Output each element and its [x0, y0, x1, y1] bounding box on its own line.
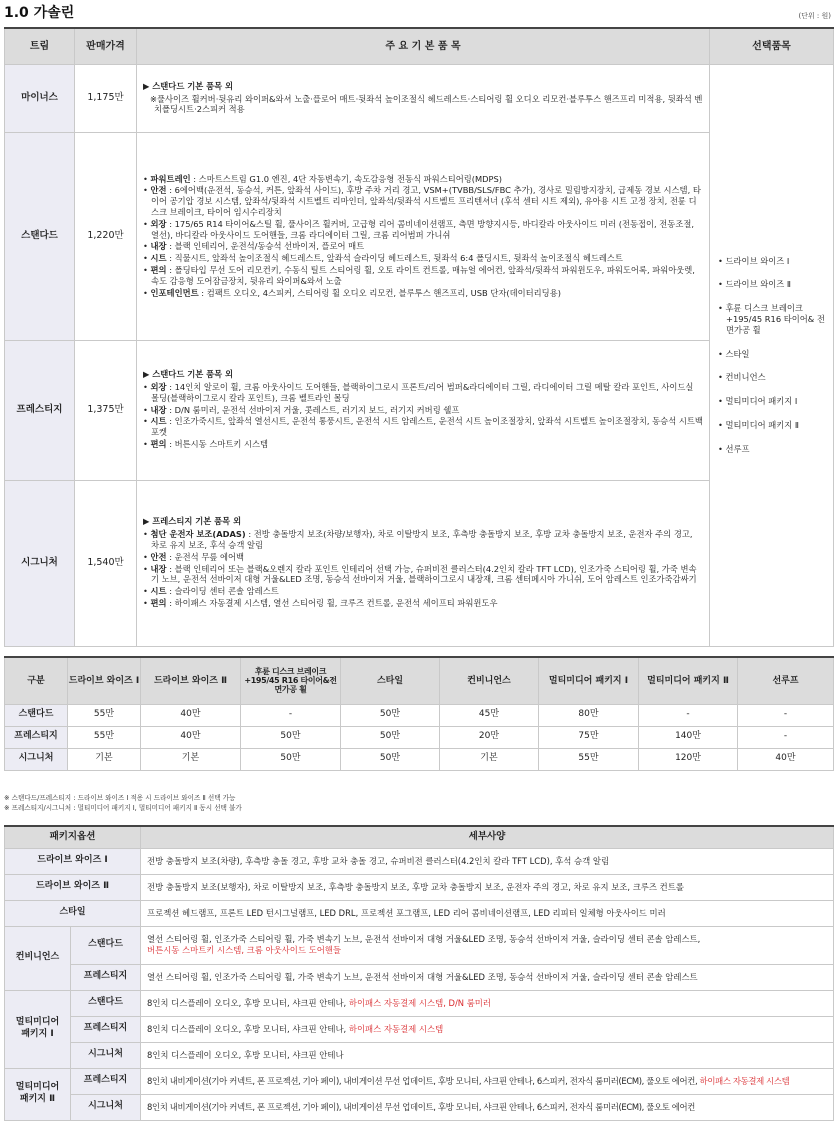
- package-name: 멀티미디어 패키지 Ⅱ: [5, 1068, 71, 1120]
- price-cell: 80만: [539, 704, 639, 726]
- price-cell: 50만: [341, 748, 440, 770]
- feature-item: • 외장 : 14인치 알로이 휠, 크롬 아웃사이드 도어핸들, 블랙하이그로시 프론트/리어 범퍼&라디에이터 그릴, 라디에이터 그릴 메탈 칼라 포인트, 사이드실 몰딩(블랙하이그로시 칼라 포인트), 크롬 벨트라인 몰딩: [143, 382, 694, 403]
- package-name: 컨비니언스: [5, 926, 71, 990]
- features-head: ▶ 스탠다드 기본 품목 외: [143, 369, 234, 380]
- feature-item: • 외장 : 175/65 R14 타이어&스틸 휠, 풀사이즈 휠커버, 고급형 리어 콤비네이션램프, 측면 방향지시등, 바디칼라 아웃사이드 미러 (전동접이, 전동조절, 열선), 바디칼라 아웃사이드 도어핸들, 크롬 라디에이터 그릴, 크롬 리어범퍼 가니쉬: [143, 218, 694, 240]
- price-cell: 50만: [341, 704, 440, 726]
- price-cell: 기본: [141, 748, 241, 770]
- table-row: [5, 132, 834, 340]
- package-spec: 8인치 디스플레이 오디오, 후방 모니터, 샤크핀 안테나, 하이패스 자동결제 시스템, D/N 룸미러: [141, 990, 834, 1016]
- footnotes: [4, 794, 242, 813]
- price-cell: 55만: [539, 748, 639, 770]
- feature-item: • 편의 : 폴딩타입 무선 도어 리모컨키, 수동식 틸트 스티어링 휠, 오토 라이트 컨트롤, 매뉴얼 에어컨, 앞좌석/뒷좌석 파워윈도우, 파워도어록, 파워아웃렛, 속도 감응형 도어잠금장치, 뒷유리 와이퍼&와셔 노출: [143, 264, 695, 286]
- price-cell: 120만: [639, 748, 738, 770]
- feature-item: • 첨단 운전자 보조(ADAS) : 전방 충돌방지 보조(차량/보행자), 차로 이탈방지 보조, 후측방 충돌방지 보조, 후방 교차 충돌방지 보조, 운전자 주의 경고, 차로 유지 보조, 후석 승객 알림: [143, 529, 693, 550]
- trim-name: 시그니처: [5, 480, 75, 646]
- page-title: 1.0 가솔린: [4, 5, 75, 21]
- price-cell: 55만: [68, 726, 141, 748]
- feature-item: • 시트 : 인조가죽시트, 앞좌석 열선시트, 운전석 통풍시트, 운전석 시트 암레스트, 운전석 시트 높이조절장치, 앞좌석 시트벨트 높이조절장치, 동승석 시트백 포켓: [143, 416, 703, 438]
- price-cell: 기본: [440, 748, 539, 770]
- price-cell: 20만: [440, 726, 539, 748]
- table-row: [5, 874, 834, 900]
- table-row: [5, 900, 834, 926]
- table-row: [5, 704, 834, 726]
- trim-features: [137, 132, 710, 340]
- table-row: [5, 1016, 834, 1042]
- feature-item: • 안전 : 6에어백(운전석, 동승석, 커튼, 앞좌석 사이드), 후방 주차 거리 경고, VSM+(TVBB/SLS/FBC 추가), 경사로 밀림방지장치, 급제동 경보 시스템, 타이어 공기압 경보 시스템, 앞좌석/뒷좌석 시트벨트 리마인더, 앞좌석/뒷좌석 시트벨트 프리텐셔너 (후석 센터 시트 제외), 유아용 시트 고정 장치, 전륜 디스크 브레이크, 타이어 임시수리장치: [143, 185, 701, 218]
- trim-features: [137, 64, 710, 132]
- package-trim: 시그니처: [71, 1042, 141, 1068]
- price-header-cell: 멀티미디어 패키지 Ⅱ: [639, 657, 738, 704]
- package-name: 드라이브 와이즈 Ⅰ: [5, 848, 141, 874]
- price-header-cell: 선루프: [738, 657, 834, 704]
- table-row: [5, 340, 834, 480]
- header-trim: 트림: [5, 28, 75, 64]
- table-row: [5, 726, 834, 748]
- feature-item: • 내장 : 블랙 인테리어, 운전석/동승석 선바이저, 플로어 매트: [143, 241, 365, 252]
- price-cell: 40만: [141, 726, 241, 748]
- package-trim: 시그니처: [71, 1094, 141, 1120]
- package-name: 스타일: [5, 900, 141, 926]
- option-price-table: [4, 656, 834, 771]
- package-name: 드라이브 와이즈 Ⅱ: [5, 874, 141, 900]
- header-options: 선택품목: [710, 28, 834, 64]
- table-row: [5, 1042, 834, 1068]
- package-spec: 전방 충돌방지 보조(차량), 후측방 충돌 경고, 후방 교차 충돌 경고, 슈퍼비전 클러스터(4.2인치 칼라 TFT LCD), 후석 승객 알림: [141, 848, 834, 874]
- trim-name: 마이너스: [5, 64, 75, 132]
- feature-item: • 인포테인먼트 : 컴팩트 오디오, 4스피커, 스티어링 휠 오디오 리모컨, 블루투스 핸즈프리, USB 단자(데이터리딩용): [143, 287, 561, 298]
- feature-item: • 파워트레인 : 스마트스트림 G1.0 엔진, 4단 자동변속기, 속도감응형 전동식 파워스티어링(MDPS): [143, 173, 503, 184]
- price-cell: 40만: [141, 704, 241, 726]
- package-spec: 8인치 내비게이션(기아 커넥트, 폰 프로젝션, 기아 페이), 내비게이션 무선 업데이트, 후방 모니터, 샤크핀 안테나, 6스피커, 전자식 룸미러(ECM), 풀오토 에어컨, 하이패스 자동결제 시스템: [141, 1068, 834, 1094]
- header-spec: 세부사양: [141, 826, 834, 848]
- trim-features: [137, 340, 710, 480]
- trim-table-header: [5, 28, 834, 64]
- option-item: • 컨비니언스: [718, 372, 766, 383]
- package-trim: 스탠다드: [71, 990, 141, 1016]
- table-row: [5, 1094, 834, 1120]
- table-row: [5, 748, 834, 770]
- option-list: [710, 64, 834, 646]
- price-row-header: 시그니처: [5, 748, 68, 770]
- features-note: ※풀사이즈 휠커버·뒷유리 와이퍼&와셔 노출·플로어 매트·뒷좌석 높이조절식 헤드레스트·스티어링 휠 오디오 리모컨·블루투스 핸즈프리 미적용, 뒷좌석 벤치폴딩시트·2스피커 적용: [150, 93, 703, 115]
- trim-name: 스탠다드: [5, 132, 75, 340]
- feature-item: • 내장 : D/N 룸미러, 운전석 선바이저 거울, 콧레스트, 러기지 보드, 러기지 커버링 쉘프: [143, 404, 460, 415]
- package-spec: 프로젝션 헤드램프, 프론트 LED 턴시그널램프, LED DRL, 프로젝션 포그램프, LED 리어 콤비네이션램프, LED 리피터 일체형 아웃사이드 미러: [141, 900, 834, 926]
- price-cell: 50만: [341, 726, 440, 748]
- package-spec: 전방 충돌방지 보조(보행자), 차로 이탈방지 보조, 후측방 충돌방지 보조, 후방 교차 충돌방지 보조, 운전자 주의 경고, 차로 유지 보조, 크루즈 컨트롤: [141, 874, 834, 900]
- price-cell: 75만: [539, 726, 639, 748]
- package-trim: 프레스티지: [71, 1016, 141, 1042]
- trim-features: [137, 480, 710, 646]
- package-trim: 프레스티지: [71, 964, 141, 990]
- price-cell: 50만: [241, 726, 341, 748]
- price-cell: 40만: [738, 748, 834, 770]
- unit-label: (단위 : 원): [798, 12, 831, 20]
- price-cell: -: [639, 704, 738, 726]
- package-spec: 8인치 디스플레이 오디오, 후방 모니터, 샤크핀 안테나, 하이패스 자동결제 시스템: [141, 1016, 834, 1042]
- price-cell: 140만: [639, 726, 738, 748]
- footnote: ※ 스탠다드/프레스티지 : 드라이브 와이즈 Ⅰ 적용 시 드라이브 와이즈 Ⅱ 선택 가능: [4, 794, 236, 802]
- price-cell: 45만: [440, 704, 539, 726]
- package-name: 멀티미디어 패키지 Ⅰ: [5, 990, 71, 1068]
- header-package: 패키지옵션: [5, 826, 141, 848]
- price-cell: 기본: [68, 748, 141, 770]
- price-cell: -: [738, 704, 834, 726]
- option-item: • 드라이브 와이즈 Ⅱ: [718, 279, 791, 290]
- trim-name: 프레스티지: [5, 340, 75, 480]
- table-row: [5, 480, 834, 646]
- package-spec: 열선 스티어링 휠, 인조가죽 스티어링 휠, 가죽 변속기 노브, 운전석 선바이저 대형 거울&LED 조명, 동승석 선바이저 거울, 슬라이딩 센터 콘솔 암레스트, 버튼시동 스마트키 시스템, 크롬 아웃사이드 도어핸들: [141, 926, 834, 964]
- option-item: • 선루프: [718, 443, 750, 454]
- package-trim: 프레스티지: [71, 1068, 141, 1094]
- price-cell: 55만: [68, 704, 141, 726]
- trim-table: [4, 27, 834, 647]
- table-row: [5, 1068, 834, 1094]
- table-row: [5, 964, 834, 990]
- option-item: • 드라이브 와이즈 Ⅰ: [718, 255, 790, 266]
- table-row: [5, 64, 834, 132]
- package-table-header: [5, 826, 834, 848]
- option-item: • 멀티미디어 패키지 Ⅱ: [718, 419, 800, 430]
- package-table: [4, 825, 834, 1121]
- price-header-cell: 멀티미디어 패키지 Ⅰ: [539, 657, 639, 704]
- package-spec: 8인치 디스플레이 오디오, 후방 모니터, 샤크핀 안테나: [141, 1042, 834, 1068]
- features-head: ▶ 스탠다드 기본 품목 외: [143, 80, 234, 91]
- price-header-cell: 드라이브 와이즈 Ⅱ: [141, 657, 241, 704]
- price-cell: -: [738, 726, 834, 748]
- table-row: [5, 926, 834, 964]
- footnote: ※ 프레스티지/시그니처 : 멀티미디어 패키지 Ⅰ, 멀티미디어 패키지 Ⅱ 동시 선택 불가: [4, 803, 242, 812]
- price-header-cell: 스타일: [341, 657, 440, 704]
- table-row: [5, 848, 834, 874]
- trim-price: 1,540만: [75, 480, 137, 646]
- price-header-cell: 컨비니언스: [440, 657, 539, 704]
- trim-price: 1,375만: [75, 340, 137, 480]
- price-row-header: 프레스티지: [5, 726, 68, 748]
- package-trim: 스탠다드: [71, 926, 141, 964]
- trim-price: 1,220만: [75, 132, 137, 340]
- feature-item: • 내장 : 블랙 인테리어 또는 블랙&오렌지 칼라 포인트 인테리어 선택 가능, 슈퍼비전 클러스터(4.2인치 칼라 TFT LCD), 인조가죽 스티어링 휠, 가죽 변속기 노브, 운전석 선바이저 대형 거울&LED 조명, 동승석 선바이저 거울, 블랙하이그로시 내장재, 크롬 센터페시아 가니쉬, 도어 암레스트 인조가죽감싸기: [143, 563, 697, 585]
- feature-item: • 안전 : 운전석 무릎 에어백: [143, 551, 245, 562]
- option-item: • 멀티미디어 패키지 Ⅰ: [718, 396, 798, 407]
- price-row-header: 스탠다드: [5, 704, 68, 726]
- feature-item: • 편의 : 하이패스 자동결제 시스템, 열선 스티어링 휠, 크루즈 컨트롤, 운전석 세이프티 파워윈도우: [143, 597, 498, 608]
- header-price: 판매가격: [75, 28, 137, 64]
- table-row: [5, 990, 834, 1016]
- feature-item: • 시트 : 슬라이딩 센터 콘솔 암레스트: [143, 586, 279, 597]
- feature-item: • 시트 : 직물시트, 앞좌석 높이조절식 헤드레스트, 앞좌석 슬라이딩 헤드레스트, 뒷좌석 6:4 폴딩시트, 뒷좌석 높이조절식 헤드레스트: [143, 253, 623, 264]
- package-spec: 열선 스티어링 휠, 인조가죽 스티어링 휠, 가죽 변속기 노브, 운전석 선바이저 대형 거울&LED 조명, 동승석 선바이저 거울, 슬라이딩 센터 콘솔 암레스트: [141, 964, 834, 990]
- price-cell: 50만: [241, 748, 341, 770]
- price-cell: -: [241, 704, 341, 726]
- price-header-cell: 후륜 디스크 브레이크+195/45 R16 타이어&전면가공 휠: [241, 657, 341, 704]
- price-table-header: [5, 657, 834, 704]
- price-header-cell: 구분: [5, 657, 68, 704]
- package-spec: 8인치 내비게이션(기아 커넥트, 폰 프로젝션, 기아 페이), 내비게이션 무선 업데이트, 후방 모니터, 샤크핀 안테나, 6스피커, 전자식 룸미러(ECM), 풀오토 에어컨: [141, 1094, 834, 1120]
- header-features: 주 요 기 본 품 목: [137, 28, 710, 64]
- option-item: • 스타일: [718, 348, 750, 359]
- trim-price: 1,175만: [75, 64, 137, 132]
- features-head: ▶ 프레스티지 기본 품목 외: [143, 516, 242, 527]
- feature-item: • 편의 : 버튼시동 스마트키 시스템: [143, 438, 269, 449]
- option-item: • 후륜 디스크 브레이크 +195/45 R16 타이어& 전면가공 휠: [718, 303, 825, 335]
- price-header-cell: 드라이브 와이즈 Ⅰ: [68, 657, 141, 704]
